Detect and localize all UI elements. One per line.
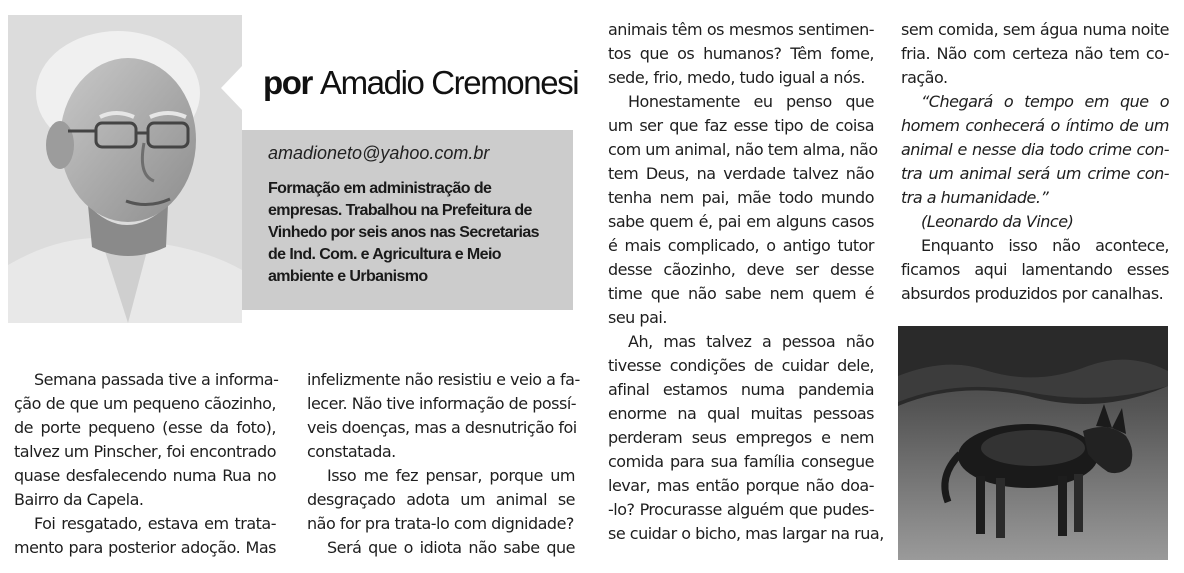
article-line: não for pra trata-lo com dignidade?	[307, 514, 574, 533]
article-line: absurdos produzidos por canalhas.	[901, 284, 1164, 303]
article-line: desse cãozinho, deve ser desse	[608, 260, 874, 279]
article-line: constatada.	[307, 442, 396, 461]
article-line: Bairro da Capela.	[14, 490, 144, 509]
author-bio	[268, 178, 568, 288]
article-line: Ah, mas talvez a pessoa não	[628, 332, 874, 351]
article-line: é mais complicado, o antigo tutor	[608, 236, 874, 255]
bio-line: Vinhedo por seis anos nas Secretarias	[268, 224, 539, 241]
article-line: lecer. Não tive informação de possí-	[307, 394, 577, 413]
article-line: veis doenças, mas a desnutrição foi	[307, 418, 577, 437]
article-line: tivesse condições de cuidar dele,	[608, 356, 874, 375]
author-photo	[8, 15, 242, 323]
article-line: mento para posterior adoção. Mas	[14, 538, 276, 557]
article-line: tra a humanidade.”	[901, 188, 1049, 207]
article-line: infelizmente não resistiu e veio a fa-	[307, 370, 580, 389]
article-line: tenha nem pai, mãe todo mundo	[608, 188, 874, 207]
article-line: talvez um Pinscher, foi encontrado	[14, 442, 276, 461]
bio-line: empresas. Trabalhou na Prefeitura de	[268, 202, 532, 219]
article-line: ração.	[901, 68, 948, 87]
article-column-4	[901, 18, 1169, 306]
article-line: tra um animal será um crime con-	[901, 164, 1169, 183]
article-line: desgraçado adota um animal se	[307, 490, 575, 509]
article-column-2	[307, 368, 580, 560]
author-byline	[263, 64, 578, 102]
article-line: sabe quem é, pai em alguns casos	[608, 212, 874, 231]
article-line: homem conhecerá o íntimo de um	[901, 116, 1169, 135]
article-line: Enquanto isso não acontece,	[921, 236, 1169, 255]
article-line: sem comida, sem água numa noite	[901, 20, 1169, 39]
article-line: enorme na qual muitas pessoas	[608, 404, 874, 423]
article-line: tem Deus, na verdade talvez não	[608, 164, 874, 183]
byline-prefix: por	[263, 64, 312, 101]
article-line: seu pai.	[608, 308, 667, 327]
article-line: (Leonardo da Vince)	[921, 212, 1074, 231]
article-line: quase desfalecendo numa Rua no	[14, 466, 276, 485]
article-line: se cuidar o bicho, mas largar na rua,	[608, 524, 884, 543]
bio-line: Formação em administração de	[268, 180, 492, 197]
article-line: animal e nesse dia todo crime con-	[901, 140, 1169, 159]
article-line: ção de que um pequeno cãozinho,	[14, 394, 276, 413]
author-name: Amadio Cremonesi	[319, 64, 579, 101]
article-line: perderam seus empregos e nem	[608, 428, 874, 447]
article-line: levar, mas então porque não doa-	[608, 476, 874, 495]
bio-line: ambiente e Urbanismo	[268, 268, 428, 285]
article-line: Honestamente eu penso que	[628, 92, 874, 111]
bio-line: de Ind. Com. e Agricultura e Meio	[268, 246, 501, 263]
article-line: Foi resgatado, estava em trata-	[34, 514, 276, 533]
article-line: com um animal, não tem alma, não	[608, 140, 878, 159]
pointer-triangle	[221, 66, 242, 110]
article-line: animais têm os mesmos sentimen-	[608, 20, 874, 39]
article-line: -lo? Procurasse alguém que pudes-	[608, 500, 874, 519]
author-email: amadioneto@yahoo.com.br	[268, 143, 490, 163]
article-line: fria. Não com certeza não tem co-	[901, 44, 1169, 63]
article-line: comida para sua família consegue	[608, 452, 874, 471]
article-line: de porte pequeno (esse da foto),	[14, 418, 276, 437]
article-line: Será que o idiota não sabe que	[327, 538, 575, 557]
article-line: Semana passada tive a informa-	[34, 370, 279, 389]
article-line: time que não sabe nem quem é	[608, 284, 874, 303]
article-line: tos que os humanos? Têm fome,	[608, 44, 874, 63]
article-line: ficamos aqui lamentando esses	[901, 260, 1169, 279]
article-line: afinal estamos numa pandemia	[608, 380, 874, 399]
dog-photo	[898, 326, 1168, 560]
article-line: sede, frio, medo, tudo igual a nós.	[608, 68, 865, 87]
article-line: “Chegará o tempo em que o	[921, 92, 1169, 111]
article-column-1	[14, 368, 279, 560]
article-line: um ser que faz esse tipo de coisa	[608, 116, 874, 135]
article-column-3	[608, 18, 884, 546]
article-line: Isso me fez pensar, porque um	[327, 466, 575, 485]
